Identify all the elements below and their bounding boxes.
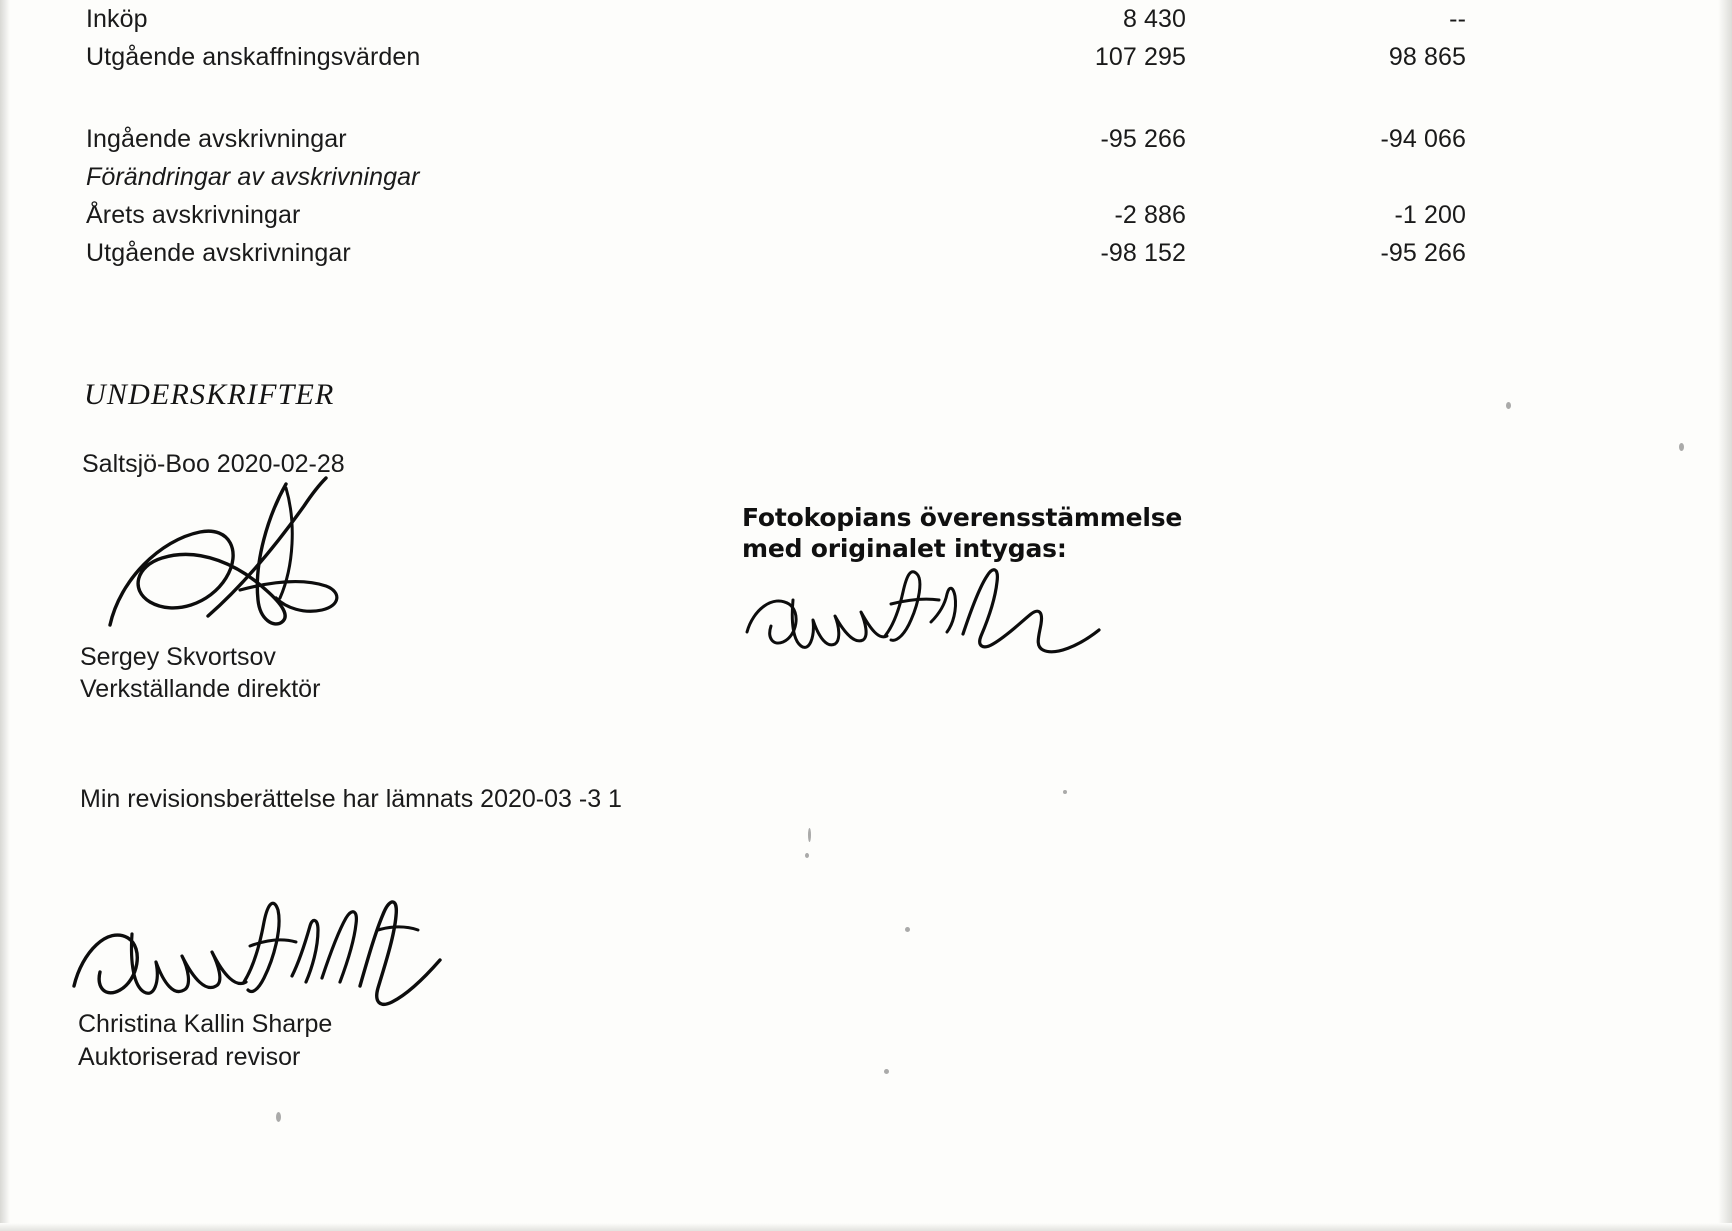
row-label: Utgående avskrivningar <box>86 239 351 267</box>
certification-signature-ink <box>735 560 1115 680</box>
table-row <box>86 0 1546 38</box>
row-value-previous-year: -1 200 <box>1394 201 1466 229</box>
certification-note-line1: Fotokopians överensstämmelse <box>742 503 1183 532</box>
table-row <box>86 120 1546 158</box>
depreciation-table <box>86 0 1546 272</box>
page-title: UNDERSKRIFTER <box>84 378 335 411</box>
scan-speck <box>276 1112 281 1122</box>
row-label: Förändringar av avskrivningar <box>86 163 420 191</box>
ceo-role: Verkställande direktör <box>80 675 321 703</box>
scan-speck <box>805 853 809 858</box>
scan-speck <box>808 828 811 842</box>
table-row <box>86 196 1546 234</box>
audit-report-statement: Min revisionsberättelse har lämnats 2020-03 -3 1 <box>80 785 622 813</box>
row-value-previous-year: -- <box>1449 5 1466 33</box>
row-value-current-year: -98 152 <box>1100 239 1186 267</box>
auditor-role: Auktoriserad revisor <box>78 1043 301 1071</box>
row-label: Ingående avskrivningar <box>86 125 347 153</box>
scan-speck <box>905 927 910 932</box>
table-row <box>86 234 1546 272</box>
scan-speck <box>1063 790 1067 794</box>
scan-speck <box>1506 402 1511 409</box>
scan-edge-right <box>1718 0 1732 1231</box>
ceo-signature-ink <box>90 470 420 655</box>
scan-edge-left <box>0 0 10 1231</box>
row-value-current-year: -95 266 <box>1100 125 1186 153</box>
row-value-current-year: 107 295 <box>1094 43 1186 71</box>
row-value-previous-year: 98 865 <box>1388 43 1466 71</box>
ceo-name: Sergey Skvortsov <box>80 643 276 671</box>
scan-edge-bottom <box>0 1223 1732 1231</box>
scan-speck <box>1679 443 1684 451</box>
row-value-previous-year: -95 266 <box>1380 239 1466 267</box>
row-label: Inköp <box>86 5 148 33</box>
row-value-current-year: 8 430 <box>1122 5 1186 33</box>
scan-speck <box>884 1069 889 1074</box>
table-gap <box>86 76 1546 120</box>
row-label: Årets avskrivningar <box>86 201 301 229</box>
certification-note-line2: med originalet intygas: <box>742 534 1067 564</box>
signature-place-date: Saltsjö-Boo 2020-02-28 <box>82 450 345 478</box>
row-label: Utgående anskaffningsvärden <box>86 43 421 71</box>
certification-note <box>742 502 1182 565</box>
table-row <box>86 38 1546 76</box>
auditor-name: Christina Kallin Sharpe <box>78 1010 333 1038</box>
row-value-previous-year: -94 066 <box>1380 125 1466 153</box>
row-value-current-year: -2 886 <box>1114 201 1186 229</box>
table-row <box>86 158 1546 196</box>
